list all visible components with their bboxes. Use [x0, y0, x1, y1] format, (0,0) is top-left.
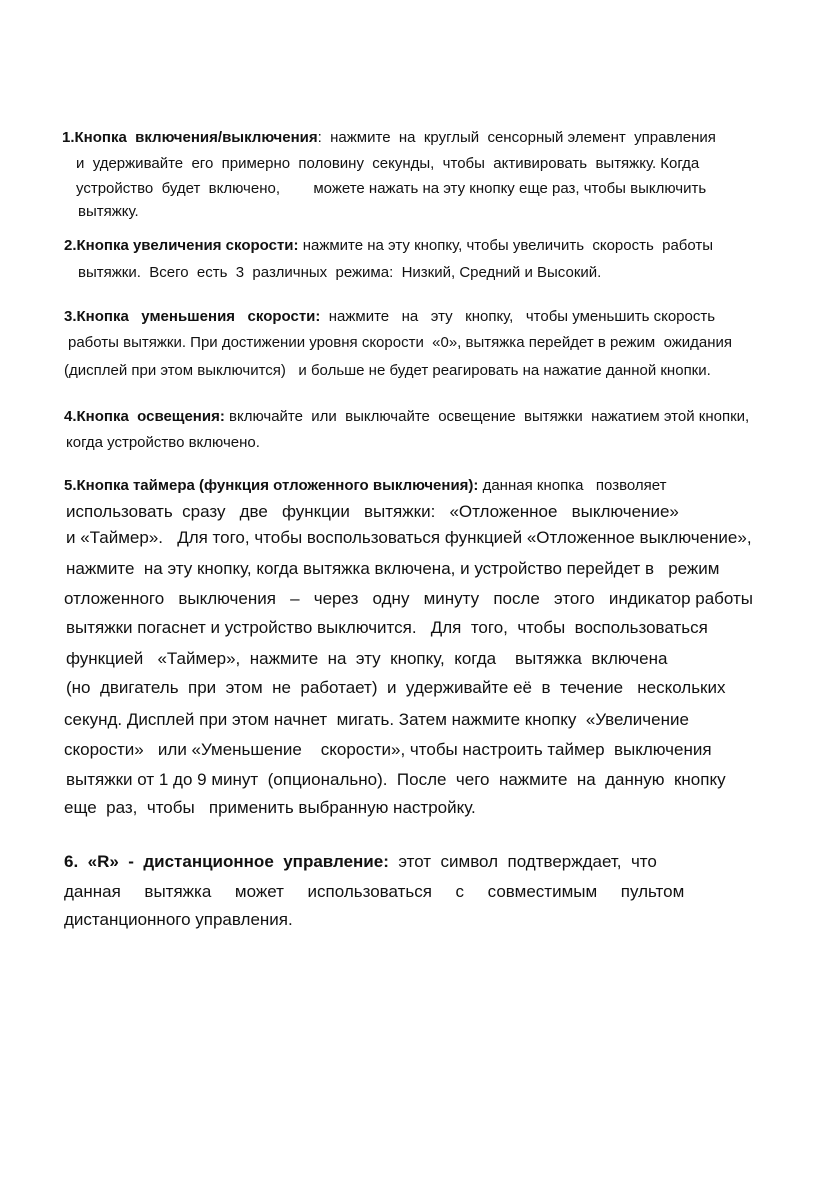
section-5-line-4: нажмите на эту кнопку, когда вытяжка включена, и устройство перейдет в режим [66, 559, 720, 578]
section-6-line-1: 6. «R» - дистанционное управление: этот символ подтверждает, что [64, 852, 657, 871]
section-6-line-3: дистанционного управления. [64, 910, 293, 929]
section-3-line-1: 3.Кнопка уменьшения скорости: нажмите на эту кнопку, чтобы уменьшить скорость [64, 308, 716, 325]
section-5-line-7: функцией «Таймер», нажмите на эту кнопку, когда вытяжка включена [66, 649, 668, 668]
section-6-line-2: данная вытяжка может использоваться с совместимым пультом [64, 882, 685, 901]
section-1-heading: 1.Кнопка включения/выключения [62, 129, 318, 146]
section-5-line-11: вытяжки от 1 до 9 минут (опционально). После чего нажмите на данную кнопку [66, 770, 726, 789]
section-4-line-1: 4.Кнопка освещения: включайте или выключайте освещение вытяжки нажатием этой кнопки, [64, 408, 750, 425]
section-5-line-3: и «Таймер». Для того, чтобы воспользоваться функцией «Отложенное выключение», [66, 528, 752, 547]
section-5-line-12: еще раз, чтобы применить выбранную настройку. [64, 798, 476, 817]
section-1-line-2: и удерживайте его примерно половину секунды, чтобы активировать вытяжку. Когда [76, 155, 700, 172]
section-6-heading: 6. «R» - дистанционное управление: [64, 852, 389, 871]
section-5-line-8: (но двигатель при этом не работает) и удерживайте её в течение нескольких [66, 678, 726, 697]
section-3-line-3: (дисплей при этом выключится) и больше не будет реагировать на нажатие данной кнопки. [64, 362, 711, 379]
section-3-line-2: работы вытяжки. При достижении уровня скорости «0», вытяжка перейдет в режим ожидания [68, 334, 733, 351]
section-5-line-9: секунд. Дисплей при этом начнет мигать. Затем нажмите кнопку «Увеличение [64, 710, 689, 729]
section-1-line-1: 1.Кнопка включения/выключения: нажмите на круглый сенсорный элемент управления [62, 129, 716, 146]
section-1-line-4: вытяжку. [78, 203, 139, 220]
section-5-line-10: скорости» или «Уменьшение скорости», чтобы настроить таймер выключения [64, 740, 712, 759]
section-3-heading: 3.Кнопка уменьшения скорости: [64, 308, 321, 325]
section-1-line-3: устройство будет включено, можете нажать на эту кнопку еще раз, чтобы выключить [76, 180, 707, 197]
section-5-line-6: вытяжки погаснет и устройство выключится. Для того, чтобы воспользоваться [66, 618, 708, 637]
section-4-line-2: когда устройство включено. [66, 434, 260, 451]
section-2-line-1: 2.Кнопка увеличения скорости: нажмите на эту кнопку, чтобы увеличить скорость работы [64, 237, 714, 254]
section-2-line-2: вытяжки. Всего есть 3 различных режима: Низкий, Средний и Высокий. [78, 264, 602, 281]
section-5-line-1: 5.Кнопка таймера (функция отложенного выключения): данная кнопка позволяет [64, 477, 667, 494]
section-2-heading: 2.Кнопка увеличения скорости: [64, 237, 299, 254]
section-4-heading: 4.Кнопка освещения: [64, 408, 225, 425]
section-5-heading: 5.Кнопка таймера (функция отложенного выключения): [64, 477, 479, 494]
section-5-line-5: отложенного выключения – через одну минуту после этого индикатор работы [64, 589, 753, 608]
section-5-line-2: использовать сразу две функции вытяжки: «Отложенное выключение» [66, 502, 679, 521]
